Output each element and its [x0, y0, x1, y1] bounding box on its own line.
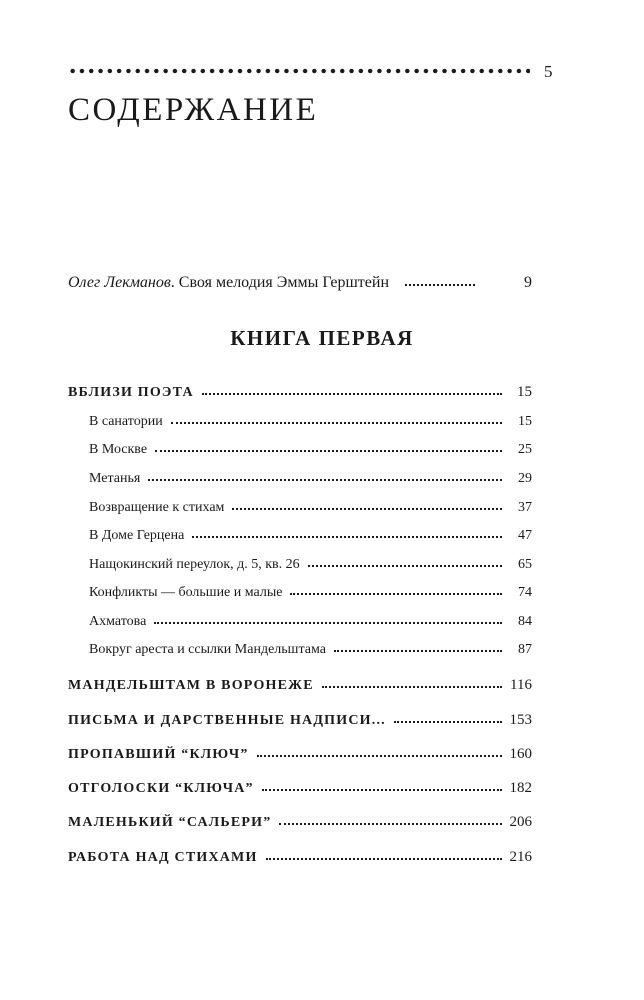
- dot-leader: [262, 788, 502, 791]
- toc-intro-entry[interactable]: [68, 274, 532, 292]
- toc-subentry-page: 84: [518, 614, 532, 629]
- toc-section[interactable]: [68, 746, 532, 763]
- toc-subentry-page: 25: [518, 442, 532, 457]
- dot-leader: [308, 564, 502, 567]
- toc-subentry-page: 15: [518, 414, 532, 429]
- toc-subentry-label: Ахматова: [89, 614, 147, 629]
- toc-subentry-page: 65: [518, 557, 532, 572]
- toc-section-page: 206: [509, 814, 532, 830]
- toc-subentry-label: Нащокинский переулок, д. 5, кв. 26: [89, 557, 300, 572]
- dot-leader: [192, 535, 502, 538]
- toc-subentry-label: Возвращение к стихам: [89, 500, 225, 515]
- toc-subentry[interactable]: [89, 642, 532, 658]
- dot-leader: [405, 283, 475, 286]
- dot-leader: [322, 685, 502, 688]
- page-title: СОДЕРЖАНИЕ: [68, 92, 319, 128]
- toc-section-label: МАЛЕНЬКИЙ “САЛЬЕРИ”: [68, 815, 272, 830]
- dot-leader: [279, 822, 501, 825]
- toc-subentry-page: 29: [518, 471, 532, 486]
- toc-subentry[interactable]: [89, 500, 532, 516]
- toc-subentry[interactable]: [89, 528, 532, 544]
- toc-section[interactable]: [68, 384, 532, 401]
- toc-subentry-page: 37: [518, 500, 532, 515]
- dot-leader: [202, 392, 502, 395]
- toc-subentry-label: Конфликты — большие и малые: [89, 585, 283, 600]
- dot-leader: [155, 449, 502, 452]
- dot-leader: [148, 478, 502, 481]
- toc-subentry[interactable]: [89, 585, 532, 601]
- toc-subentry-label: В Доме Герцена: [89, 528, 185, 543]
- toc-section-page: 216: [509, 849, 532, 865]
- toc-subentry[interactable]: [89, 614, 532, 630]
- toc-section-page: 182: [509, 780, 532, 796]
- header-dotted-rule: [68, 64, 530, 78]
- dot-leader: [394, 720, 502, 723]
- intro-author: Олег Лекманов: [68, 274, 171, 291]
- toc-section-label: МАНДЕЛЬШТАМ В ВОРОНЕЖЕ: [68, 678, 314, 693]
- toc-section[interactable]: [68, 780, 532, 797]
- toc-subentry-page: 47: [518, 528, 532, 543]
- dot-leader: [334, 649, 502, 652]
- toc-section-page: 153: [509, 712, 532, 728]
- toc-section[interactable]: [68, 849, 532, 866]
- toc-section[interactable]: [68, 677, 532, 694]
- toc-subentry-label: Метанья: [89, 471, 141, 486]
- toc-subentry-page: 87: [518, 642, 532, 657]
- page-number: 5: [544, 62, 553, 81]
- toc-section-label: ПРОПАВШИЙ “КЛЮЧ”: [68, 747, 249, 762]
- dot-leader: [290, 592, 502, 595]
- toc-subentry[interactable]: [89, 557, 532, 573]
- book-heading: КНИГА ПЕРВАЯ: [230, 326, 414, 350]
- toc-subentry-label: Вокруг ареста и ссылки Мандельштама: [89, 642, 326, 657]
- toc-section[interactable]: [68, 814, 532, 831]
- toc-section-label: ОТГОЛОСКИ “КЛЮЧА”: [68, 781, 254, 796]
- dot-leader: [232, 507, 502, 510]
- toc-subentry[interactable]: [89, 442, 532, 458]
- toc-section-page: 160: [509, 746, 532, 762]
- toc-subentry-label: В Москве: [89, 442, 148, 457]
- toc-subentry-page: 74: [518, 585, 532, 600]
- toc-section-page: 15: [517, 384, 532, 400]
- dot-leader: [266, 857, 502, 860]
- toc-section-page: 116: [510, 677, 532, 693]
- dot-leader: [154, 621, 502, 624]
- dot-leader: [257, 754, 502, 757]
- toc-subentry-label: В санатории: [89, 414, 163, 429]
- toc-subentry[interactable]: [89, 414, 532, 430]
- toc-section-label: ВБЛИЗИ ПОЭТА: [68, 385, 194, 400]
- intro-page-number: 9: [524, 274, 532, 291]
- toc-section-label: РАБОТА НАД СТИХАМИ: [68, 850, 258, 865]
- toc-section[interactable]: [68, 712, 532, 729]
- toc-section-label: ПИСЬМА И ДАРСТВЕННЫЕ НАДПИСИ...: [68, 713, 386, 728]
- dot-leader: [171, 421, 502, 424]
- intro-title: . Своя мелодия Эммы Герштейн: [170, 274, 390, 291]
- toc-subentry[interactable]: [89, 471, 532, 487]
